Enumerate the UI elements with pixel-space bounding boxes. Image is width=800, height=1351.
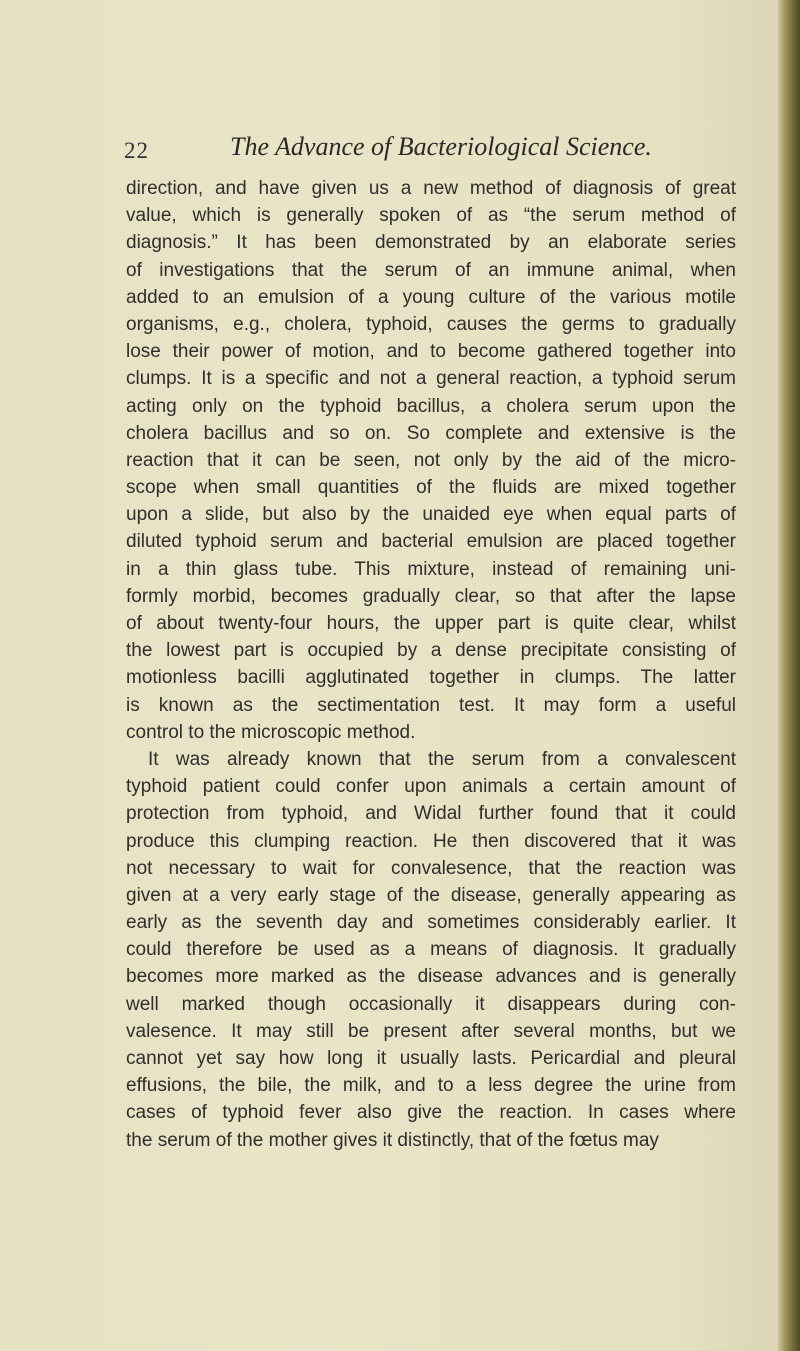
text-line: organisms, e.g., cholera, typhoid, causes the germs to gradually — [126, 313, 736, 335]
text-line: added to an emulsion of a young culture of the various motile — [126, 286, 736, 308]
text-line: is known as the sectimentation test. It may form a useful — [126, 694, 736, 716]
running-head — [0, 130, 780, 170]
text-line: not necessary to wait for convalesence, that the reaction was — [126, 857, 736, 879]
text-line: protection from typhoid, and Widal further found that it could — [126, 803, 736, 825]
text-line: formly morbid, becomes gradually clear, so that after the lapse — [126, 585, 736, 607]
text-line: effusions, the bile, the milk, and to a less degree the urine from — [126, 1075, 736, 1097]
text-line: acting only on the typhoid bacillus, a cholera serum upon the — [126, 395, 736, 417]
page-number: 22 — [124, 138, 149, 163]
text-line: diluted typhoid serum and bacterial emulsion are placed together — [126, 531, 736, 553]
text-line: clumps. It is a specific and not a general reaction, a typhoid serum — [126, 368, 736, 390]
body-text — [126, 175, 736, 1154]
running-head-title: The Advance of Bacteriological Science. — [230, 132, 652, 161]
text-line: becomes more marked as the disease advances and is generally — [126, 966, 736, 988]
text-line: lose their power of motion, and to become gathered together into — [126, 341, 736, 363]
text-line: direction, and have given us a new method of diagnosis of great — [126, 178, 736, 199]
text-line: of about twenty-four hours, the upper part is quite clear, whilst — [126, 613, 736, 634]
text-line: reaction that it can be seen, not only by the aid of the micro- — [126, 449, 736, 471]
text-line: motionless bacilli agglutinated together in clumps. The latter — [126, 667, 736, 689]
text-line: value, which is generally spoken of as “the serum method of — [126, 205, 736, 227]
text-line: upon a slide, but also by the unaided eye when equal parts of — [126, 504, 736, 526]
text-line: of investigations that the serum of an immune animal, when — [126, 259, 736, 281]
text-line: could therefore be used as a means of diagnosis. It gradually — [126, 939, 736, 961]
text-line: the lowest part is occupied by a dense precipitate consisting of — [126, 640, 736, 662]
text-line: in a thin glass tube. This mixture, instead of remaining uni- — [126, 558, 736, 580]
text-line: cholera bacillus and so on. So complete and extensive is the — [126, 422, 736, 444]
text-line: the serum of the mother gives it distinctly, that of the fœtus may — [126, 1129, 659, 1151]
text-line: control to the microscopic method. — [126, 721, 416, 743]
text-line: well marked though occasionally it disappears during con- — [126, 993, 736, 1015]
text-line: diagnosis.” It has been demonstrated by an elaborate series — [126, 232, 736, 254]
text-line: produce this clumping reaction. He then discovered that it was — [126, 830, 736, 852]
text-line: valesence. It may still be present after several months, but we — [126, 1020, 736, 1042]
text-line: cannot yet say how long it usually lasts. Pericardial and pleural — [126, 1048, 736, 1069]
text-line: scope when small quantities of the fluids are mixed together — [126, 477, 736, 499]
text-line: given at a very early stage of the disease, generally appearing as — [126, 884, 736, 906]
text-line: early as the seventh day and sometimes considerably earlier. It — [126, 912, 736, 934]
text-line: typhoid patient could confer upon animals a certain amount of — [126, 776, 736, 798]
text-line: cases of typhoid fever also give the reaction. In cases where — [126, 1102, 736, 1124]
text-line: It was already known that the serum from a convalescent — [148, 748, 736, 770]
page-edge-shadow — [778, 0, 800, 1351]
